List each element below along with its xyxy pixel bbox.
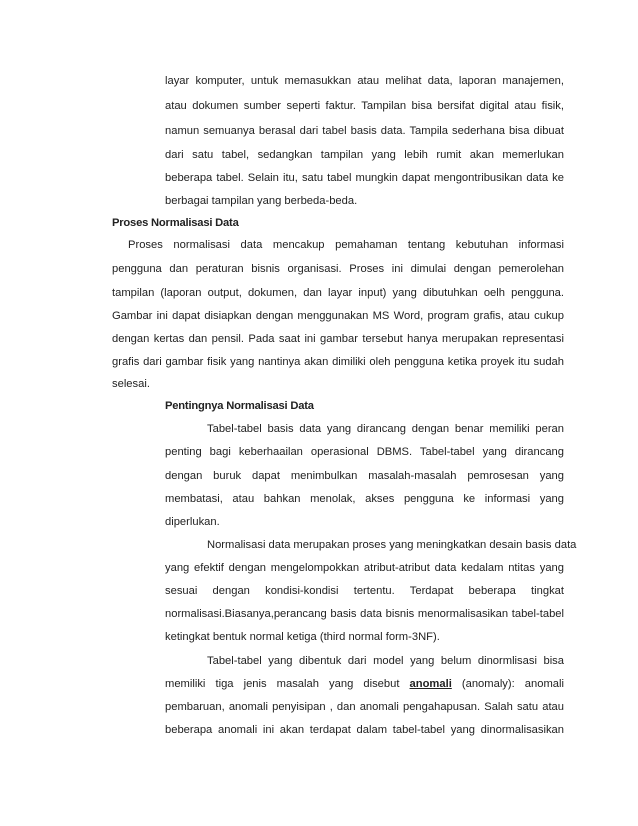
text-line: ketingkat bentuk normal ketiga (third normal form-3NF). <box>165 631 440 643</box>
emphasized-term: anomali <box>409 678 452 690</box>
text-line: Tabel-tabel basis data yang dirancang dengan benar memiliki peran <box>207 423 564 435</box>
text-line: membatasi, atau bahkan menolak, akses pengguna ke informasi yang <box>165 493 564 505</box>
subsection-heading: Pentingnya Normalisasi Data <box>165 400 314 412</box>
text-line: selesai. <box>112 378 150 390</box>
text-line: sesuai dengan kondisi-kondisi tertentu. Terdapat beberapa tingkat <box>165 585 564 597</box>
text-line: yang efektif dengan mengelompokkan atribut-atribut data kedalam ntitas yang <box>165 562 564 574</box>
text-line: diperlukan. <box>165 516 220 528</box>
text-line: pembaruan, anomali penyisipan , dan anomali pengahapusan. Salah satu atau <box>165 701 564 713</box>
text-line: grafis dari gambar fisik yang nantinya akan dimiliki oleh pengguna ketika proyek itu sudah <box>112 356 564 368</box>
text-line: dari satu tabel, sedangkan tampilan yang lebih rumit akan memerlukan <box>165 149 564 161</box>
text-line: namun semuanya berasal dari tabel basis data. Tampila sederhana bisa dibuat <box>165 125 564 137</box>
text-line: dengan buruk dapat menimbulkan masalah-masalah pemrosesan yang <box>165 470 564 482</box>
text-line: Tabel-tabel yang dibentuk dari model yang belum dinormlisasi bisa <box>207 655 564 667</box>
text-line: pengguna dan peraturan bisnis organisasi. Proses ini dimulai dengan pemerolehan <box>112 263 564 275</box>
text-span: (anomaly): anomali <box>451 678 564 690</box>
text-line: dengan kertas dan pensil. Pada saat ini gambar tersebut hanya merupakan representasi <box>112 333 564 345</box>
text-span: memiliki tiga jenis masalah yang disebut <box>165 678 410 690</box>
text-line: penting bagi keberhaailan operasional DBMS. Tabel-tabel yang dirancang <box>165 446 564 458</box>
section-heading: Proses Normalisasi Data <box>112 217 239 229</box>
text-line: Proses normalisasi data mencakup pemahaman tentang kebutuhan informasi <box>128 239 564 251</box>
text-line: tampilan (laporan output, dokumen, dan layar input) yang dibutuhkan oelh pengguna. <box>112 287 564 299</box>
text-line: atau dokumen sumber seperti faktur. Tampilan bisa bersifat digital atau fisik, <box>165 100 564 112</box>
text-line: beberapa anomali ini akan terdapat dalam tabel-tabel yang dinormalisasikan <box>165 724 564 736</box>
text-line: normalisasi.Biasanya,perancang basis data bisnis menormalisasikan tabel-tabel <box>165 608 564 620</box>
text-line <box>165 677 564 691</box>
text-line: beberapa tabel. Selain itu, satu tabel mungkin dapat mengontribusikan data ke <box>165 172 564 184</box>
text-line: berbagai tampilan yang berbeda-beda. <box>165 195 358 207</box>
text-line: layar komputer, untuk memasukkan atau melihat data, laporan manajemen, <box>165 75 564 87</box>
text-line: Normalisasi data merupakan proses yang meningkatkan desain basis data <box>207 539 577 551</box>
text-line: Gambar ini dapat disiapkan dengan menggunakan MS Word, program grafis, atau cukup <box>112 310 564 322</box>
